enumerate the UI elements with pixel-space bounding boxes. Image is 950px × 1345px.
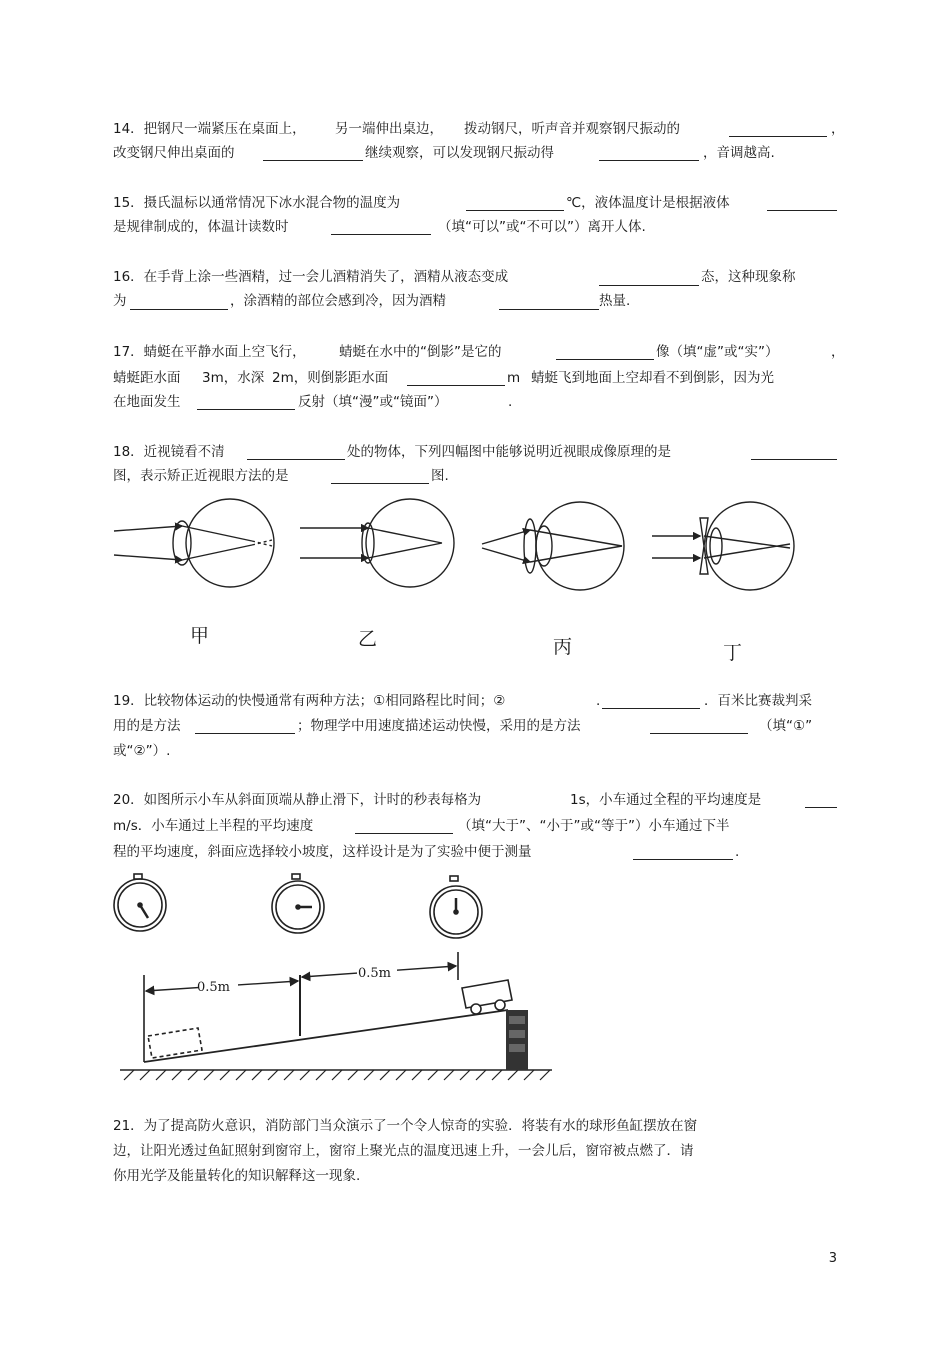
figure-caption-bing: 丙 xyxy=(553,636,573,658)
answer-blank[interactable] xyxy=(633,859,733,860)
q17-text: . xyxy=(508,394,513,410)
q14-text: 14．把钢尺一端紧压在桌面上， xyxy=(113,121,306,137)
q20-text: . xyxy=(735,844,740,860)
answer-blank[interactable] xyxy=(599,285,699,286)
q17-text: 蜻蜓在水中的“倒影”是它的 xyxy=(339,344,502,360)
q17-text: 17．蜻蜓在平静水面上空飞行， xyxy=(113,344,306,360)
q16-text: 态，这种现象称 xyxy=(701,269,796,285)
q17-text: 3m，水深 xyxy=(202,370,265,386)
answer-blank[interactable] xyxy=(407,385,505,386)
eye-diagram-ding xyxy=(652,502,794,590)
q18-text: 图，表示矫正近视眼方法的是 xyxy=(113,468,289,484)
distance-label: 0.5m xyxy=(358,966,392,981)
distance-label: 0.5m xyxy=(197,980,231,995)
cart-bottom-dashed xyxy=(148,1028,202,1058)
answer-blank[interactable] xyxy=(556,359,654,360)
answer-blank[interactable] xyxy=(355,833,453,834)
answer-blank[interactable] xyxy=(263,160,363,161)
stopwatch-icon xyxy=(272,874,324,933)
answer-blank[interactable] xyxy=(751,459,837,460)
q16-text: ，涂酒精的部位会感到冷，因为酒精 xyxy=(230,293,446,309)
ground-line xyxy=(120,1070,552,1080)
q19-text: . xyxy=(596,693,601,709)
q17-text: 蜻蜓距水面 xyxy=(113,370,181,386)
q15-text: （填“可以”或“不可以”）离开人体. xyxy=(438,219,646,235)
answer-blank[interactable] xyxy=(197,409,295,410)
q15-text: 15．摄氏温标以通常情况下冰水混合物的温度为 xyxy=(113,195,401,211)
q19-text: 用的是方法 xyxy=(113,718,181,734)
page-number: 3 xyxy=(828,1251,837,1266)
q20-text: 程的平均速度，斜面应选择较小坡度，这样设计是为了实验中便于测量 xyxy=(113,844,532,860)
answer-blank[interactable] xyxy=(650,733,748,734)
q17-text: 反射（填“漫”或“镜面”） xyxy=(298,394,448,410)
q14-text: 拨动钢尺，听声音并观察钢尺振动的 xyxy=(464,121,680,137)
q17-text: ， xyxy=(831,344,845,360)
answer-blank[interactable] xyxy=(247,459,345,460)
answer-blank[interactable] xyxy=(599,160,699,161)
eye-diagram-jia xyxy=(114,499,274,587)
q20-text: （填“大于”、“小于”或“等于”）小车通过下半 xyxy=(458,818,730,834)
q21-text: 你用光学及能量转化的知识解释这一现象. xyxy=(113,1168,361,1184)
answer-blank[interactable] xyxy=(195,733,295,734)
figure-caption-yi: 乙 xyxy=(358,628,378,650)
q17-text: 在地面发生 xyxy=(113,394,181,410)
answer-blank[interactable] xyxy=(466,210,564,211)
incline-experiment-figure xyxy=(110,870,560,1082)
eye-diagram-yi xyxy=(300,499,454,587)
figure-caption-jia: 甲 xyxy=(190,625,210,647)
answer-blank[interactable] xyxy=(499,309,599,310)
incline-slope xyxy=(144,1010,508,1062)
q17-text: 像（填“虚”或“实”） xyxy=(656,344,779,360)
answer-blank[interactable] xyxy=(130,309,228,310)
q19-text: 19．比较物体运动的快慢通常有两种方法；①相同路程比时间；② xyxy=(113,693,506,709)
q19-text: ；物理学中用速度描述运动快慢，采用的是方法 xyxy=(297,718,581,734)
q20-text: m/s．小车通过上半程的平均速度 xyxy=(113,818,314,834)
q21-text: 边，让阳光透过鱼缸照射到窗帘上，窗帘上聚光点的温度迅速上升，一会儿后，窗帘被点燃了．请 xyxy=(113,1143,694,1159)
answer-blank[interactable] xyxy=(729,136,827,137)
q14-text: ， xyxy=(831,121,845,137)
stopwatch-icon xyxy=(114,874,166,931)
q19-text: 或“②”）. xyxy=(113,743,171,759)
q15-text: ℃，液体温度计是根据液体 xyxy=(566,195,730,211)
q18-text: 图. xyxy=(431,468,449,484)
cart-top xyxy=(462,980,512,1014)
q18-text: 18．近视镜看不清 xyxy=(113,444,225,460)
q20-text: 1s，小车通过全程的平均速度是 xyxy=(570,792,762,808)
support-block xyxy=(506,1010,528,1070)
q18-text: 处的物体，下列四幅图中能够说明近视眼成像原理的是 xyxy=(347,444,671,460)
q14-text: 另一端伸出桌边， xyxy=(335,121,443,137)
q17-text: 蜻蜓飞到地面上空却看不到倒影，因为光 xyxy=(531,370,774,386)
answer-blank[interactable] xyxy=(331,234,431,235)
q15-text: 是规律制成的，体温计读数时 xyxy=(113,219,289,235)
q17-text: 2m，则倒影距水面 xyxy=(272,370,389,386)
q16-text: 16．在手背上涂一些酒精，过一会儿酒精消失了，酒精从液态变成 xyxy=(113,269,509,285)
q17-text: m xyxy=(507,370,521,386)
eye-diagrams-figure xyxy=(110,498,810,608)
answer-blank[interactable] xyxy=(767,210,837,211)
answer-blank[interactable] xyxy=(805,807,837,808)
q14-text: ，音调越高. xyxy=(703,145,775,161)
q19-text: ．百米比赛裁判采 xyxy=(704,693,812,709)
eye-diagram-bing xyxy=(482,502,624,590)
q16-text: 热量. xyxy=(599,293,631,309)
q16-text: 为 xyxy=(113,293,127,309)
q21-text: 21．为了提高防火意识，消防部门当众演示了一个令人惊奇的实验．将装有水的球形鱼缸摆放在窗 xyxy=(113,1118,698,1134)
answer-blank[interactable] xyxy=(331,483,429,484)
answer-blank[interactable] xyxy=(602,708,700,709)
q19-text: （填“①” xyxy=(759,718,813,734)
stopwatch-icon xyxy=(430,876,482,938)
q14-text: 改变钢尺伸出桌面的 xyxy=(113,145,235,161)
q14-text: 继续观察，可以发现钢尺振动得 xyxy=(365,145,554,161)
figure-caption-ding: 丁 xyxy=(723,642,743,664)
q20-text: 20．如图所示小车从斜面顶端从静止滑下，计时的秒表每格为 xyxy=(113,792,482,808)
